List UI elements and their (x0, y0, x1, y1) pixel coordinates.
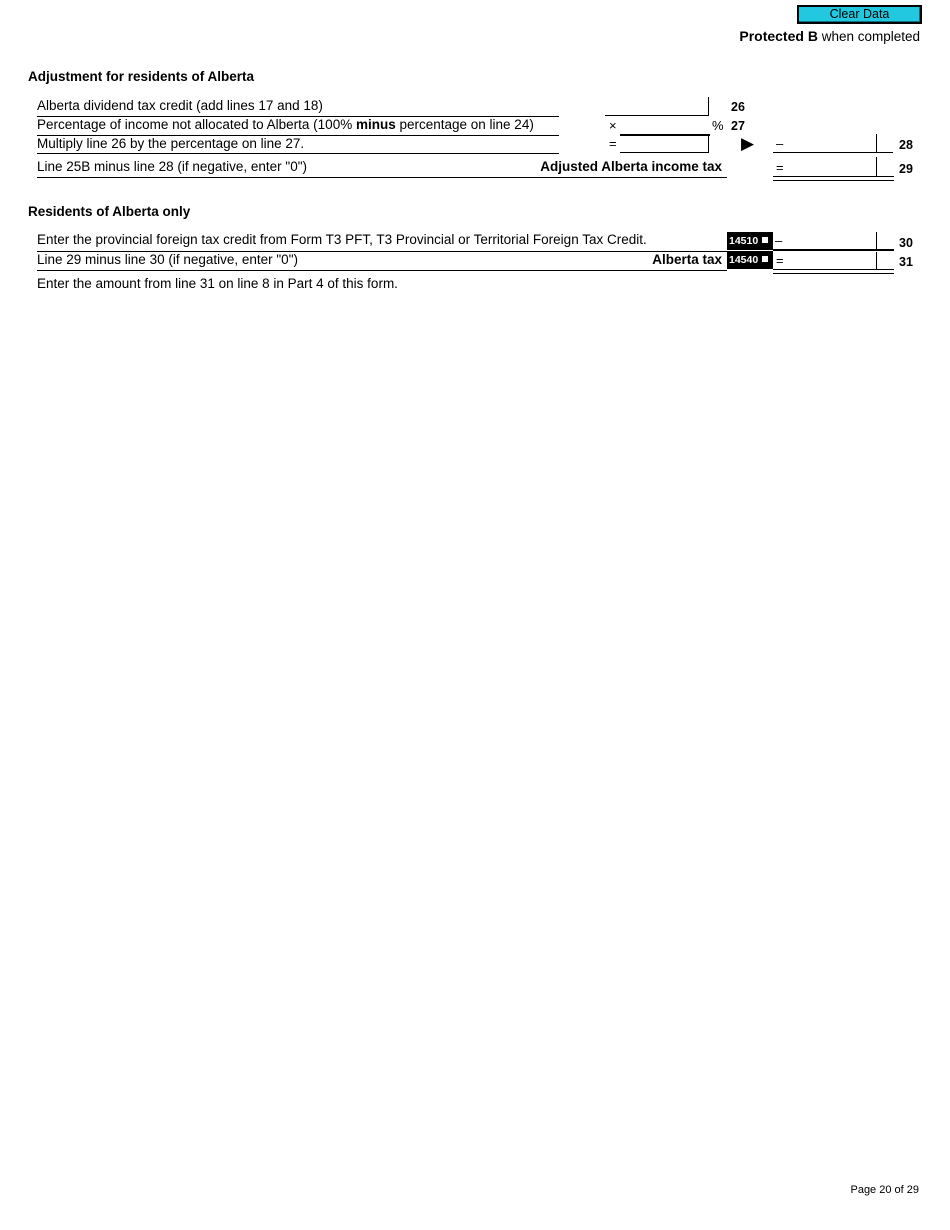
field-divider (876, 134, 877, 153)
line-number-29: 29 (899, 162, 913, 176)
line-number-28: 28 (899, 138, 913, 152)
protected-notice (739, 28, 920, 44)
arrow-right-icon: ▶ (741, 134, 755, 153)
code-14540: 14540 (729, 254, 759, 266)
code-box-14540 (727, 251, 773, 269)
line-28-result-field[interactable] (620, 135, 708, 153)
line-26-text: Alberta dividend tax credit (add lines 17 and 18) (37, 98, 323, 113)
line-27-text (37, 117, 534, 132)
line-30-text: Enter the provincial foreign tax credit from Form T3 PFT, T3 Provincial or Territorial Foreign Tax Credit. (37, 232, 647, 247)
line-number-31: 31 (899, 255, 913, 269)
code-14510: 14510 (729, 235, 759, 247)
line-27-text-bold: minus (355, 117, 396, 132)
line-27-percent-field[interactable] (620, 116, 710, 136)
protected-label: Protected B (739, 28, 818, 44)
line-number-26: 26 (731, 100, 745, 114)
line-31-text: Line 29 minus line 30 (if negative, enter "0") (37, 252, 298, 267)
square-icon (762, 237, 768, 243)
code-box-14510 (727, 232, 773, 250)
line-28-text: Multiply line 26 by the percentage on line 27. (37, 136, 305, 151)
section-title-residents: Residents of Alberta only (28, 204, 191, 219)
equals-sign: = (776, 160, 784, 175)
minus-sign: – (776, 136, 784, 151)
field-divider (708, 97, 709, 116)
field-divider (708, 136, 709, 153)
adjusted-alberta-income-tax-label: Adjusted Alberta income tax (540, 159, 722, 174)
square-icon (762, 256, 768, 262)
row-divider (37, 177, 727, 178)
field-divider (876, 232, 877, 251)
instruction-note: Enter the amount from line 31 on line 8 in Part 4 of this form. (37, 276, 398, 291)
line-27-text-post: percentage on line 24) (395, 117, 534, 132)
equals-sign: = (776, 253, 784, 268)
line-29-text: Line 25B minus line 28 (if negative, enter "0") (37, 159, 307, 174)
percent-sign: % (712, 118, 724, 133)
field-divider (876, 157, 877, 177)
multiply-sign: × (609, 118, 617, 133)
section-title-adjustment: Adjustment for residents of Alberta (28, 69, 255, 84)
line-number-30: 30 (899, 236, 913, 250)
line-26-amount-field[interactable] (605, 97, 708, 116)
page-number: Page 20 of 29 (850, 1184, 919, 1196)
line-27-text-pre: Percentage of income not allocated to Alberta (100% (37, 117, 356, 132)
row-divider (37, 270, 727, 271)
line-28-amount-field[interactable] (773, 135, 893, 153)
alberta-tax-label: Alberta tax (652, 252, 722, 267)
equals-sign: = (609, 136, 617, 151)
row-divider (37, 153, 559, 154)
clear-data-button[interactable]: Clear Data (797, 5, 922, 24)
line-number-27: 27 (731, 119, 745, 133)
minus-sign: – (775, 233, 783, 248)
field-divider (876, 252, 877, 270)
protected-suffix: when completed (817, 29, 920, 44)
